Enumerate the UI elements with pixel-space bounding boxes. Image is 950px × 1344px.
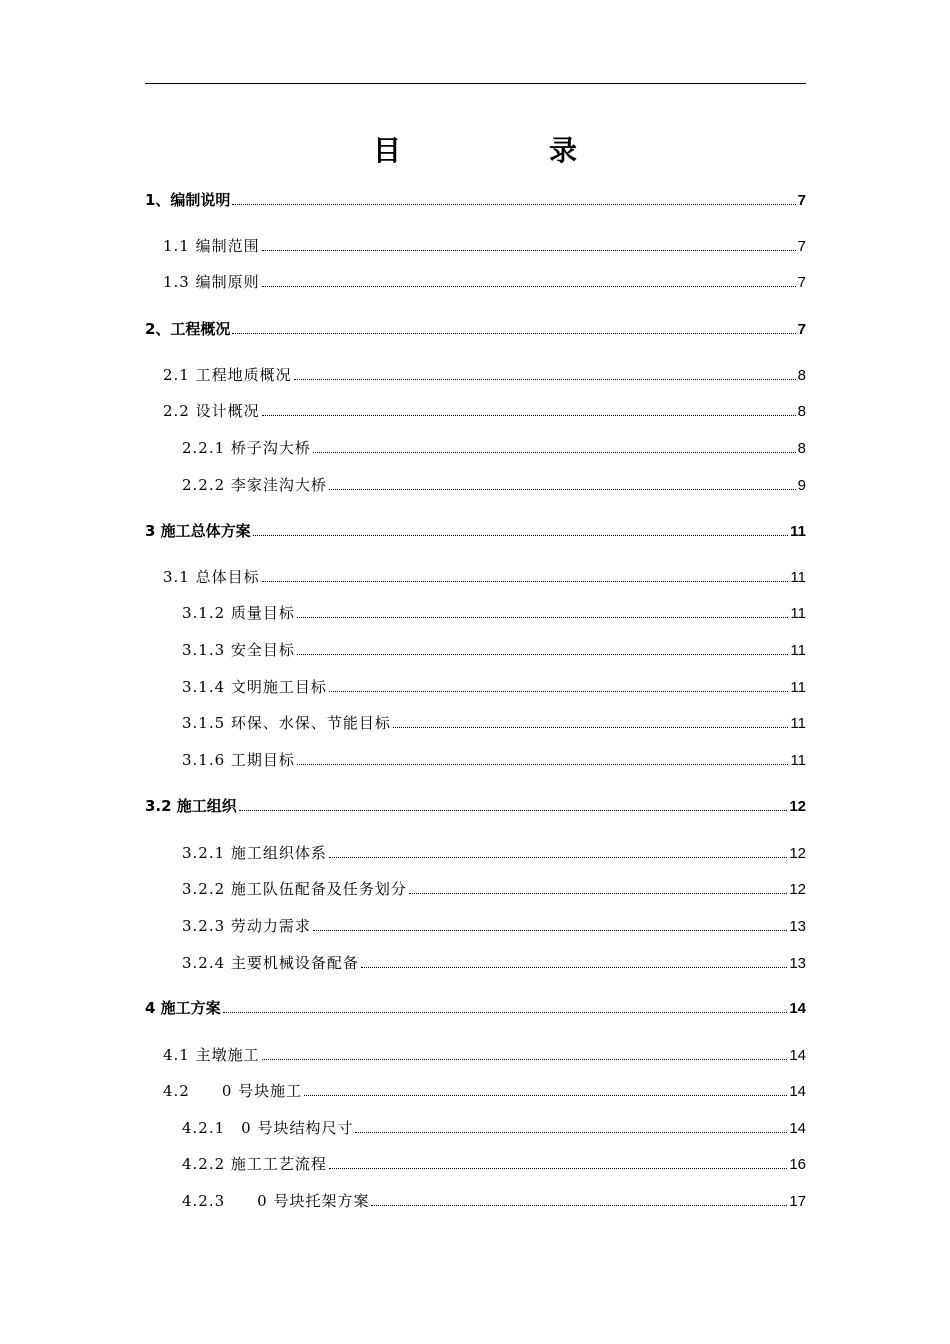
dot-leader bbox=[297, 764, 788, 765]
dot-leader bbox=[329, 489, 796, 490]
toc-entry-text: 2.2 设计概况 bbox=[163, 402, 260, 420]
dot-leader bbox=[329, 691, 788, 692]
dot-leader bbox=[313, 452, 796, 453]
toc-entry-text: 3.1.6 工期目标 bbox=[182, 751, 295, 769]
dot-leader bbox=[329, 1168, 787, 1169]
toc-entry-page: 12 bbox=[789, 881, 806, 898]
dot-leader bbox=[262, 250, 796, 251]
toc-entry-page: 11 bbox=[790, 642, 806, 659]
toc-entry[interactable] bbox=[145, 519, 806, 543]
toc-entry-page: 14 bbox=[789, 1120, 806, 1137]
toc-entry-text: 3.1.3 安全目标 bbox=[182, 641, 295, 659]
toc-entry-page: 7 bbox=[797, 238, 806, 255]
toc-entry-page: 11 bbox=[790, 523, 806, 540]
toc-entry-page: 12 bbox=[789, 798, 806, 815]
toc-entry-text: 1.3 编制原则 bbox=[163, 273, 260, 291]
dot-leader bbox=[232, 204, 795, 205]
dot-leader bbox=[409, 893, 787, 894]
toc-entry[interactable] bbox=[182, 436, 806, 460]
toc-entry-page: 7 bbox=[797, 192, 806, 209]
toc-entry-page: 11 bbox=[790, 752, 806, 769]
toc-entry-text: 4.2.2 施工工艺流程 bbox=[182, 1155, 327, 1173]
dot-leader bbox=[262, 581, 789, 582]
toc-entry[interactable] bbox=[163, 565, 806, 589]
toc-entry[interactable] bbox=[182, 1189, 806, 1213]
toc-entry-text: 3.1.2 质量目标 bbox=[182, 604, 295, 622]
toc-entry-page: 8 bbox=[797, 440, 806, 457]
toc-entry[interactable] bbox=[182, 675, 806, 699]
toc-title: 目 录 bbox=[372, 134, 637, 167]
dot-leader bbox=[393, 727, 788, 728]
toc-entry-text: 1、编制说明 bbox=[145, 191, 231, 209]
dot-leader bbox=[297, 617, 788, 618]
toc-entry-text: 2.2.2 李家洼沟大桥 bbox=[182, 476, 327, 494]
toc-entry[interactable] bbox=[182, 914, 806, 938]
dot-leader bbox=[355, 1132, 787, 1133]
toc-entry[interactable] bbox=[163, 234, 806, 258]
toc-entry-page: 11 bbox=[790, 569, 806, 586]
toc-entry-page: 14 bbox=[789, 1000, 806, 1017]
toc-entry-text: 2.2.1 桥子沟大桥 bbox=[182, 439, 311, 457]
toc-entry[interactable] bbox=[163, 1043, 806, 1067]
toc-entry-text: 3.1 总体目标 bbox=[163, 568, 260, 586]
dot-leader bbox=[239, 810, 788, 811]
toc-entry-text: 3 施工总体方案 bbox=[145, 522, 251, 540]
toc-entry[interactable] bbox=[182, 951, 806, 975]
toc-entry[interactable] bbox=[163, 270, 806, 294]
toc-entry-page: 11 bbox=[790, 679, 806, 696]
dot-leader bbox=[304, 1095, 787, 1096]
toc-entry-page: 7 bbox=[797, 321, 806, 338]
dot-leader bbox=[232, 333, 795, 334]
toc-entry-text: 3.2 施工组织 bbox=[145, 797, 237, 815]
toc-entry-page: 14 bbox=[789, 1083, 806, 1100]
dot-leader bbox=[223, 1012, 788, 1013]
toc-entry-text: 3.2.4 主要机械设备配备 bbox=[182, 954, 359, 972]
toc-entry-page: 12 bbox=[789, 845, 806, 862]
toc-entry-page: 16 bbox=[789, 1156, 806, 1173]
toc-entry-text: 2、工程概况 bbox=[145, 320, 231, 338]
toc-entry[interactable] bbox=[145, 188, 806, 212]
toc-entry-page: 11 bbox=[790, 715, 806, 732]
dot-leader bbox=[313, 930, 787, 931]
toc-entry-page: 8 bbox=[797, 367, 806, 384]
toc-entry-page: 9 bbox=[797, 477, 806, 494]
toc-entry[interactable] bbox=[145, 317, 806, 341]
toc-entry[interactable] bbox=[182, 841, 806, 865]
dot-leader bbox=[371, 1205, 787, 1206]
toc-entry-text: 4.2.3 0 号块托架方案 bbox=[182, 1192, 370, 1210]
toc-entry[interactable] bbox=[182, 748, 806, 772]
toc-entry[interactable] bbox=[145, 794, 806, 818]
toc-entry[interactable] bbox=[182, 877, 806, 901]
dot-leader bbox=[294, 379, 796, 380]
toc-entry[interactable] bbox=[163, 1079, 806, 1103]
toc-entry-text: 1.1 编制范围 bbox=[163, 237, 260, 255]
dot-leader bbox=[329, 857, 787, 858]
toc-entry-page: 13 bbox=[789, 955, 806, 972]
dot-leader bbox=[262, 1059, 788, 1060]
dot-leader bbox=[262, 415, 796, 416]
toc-entry[interactable] bbox=[182, 1152, 806, 1176]
toc-entry-page: 14 bbox=[789, 1047, 806, 1064]
toc-entry-text: 4.2 0 号块施工 bbox=[163, 1082, 303, 1100]
dot-leader bbox=[253, 535, 788, 536]
toc-entry-text: 4 施工方案 bbox=[145, 999, 221, 1017]
toc-entry-text: 3.2.3 劳动力需求 bbox=[182, 917, 311, 935]
toc-entry-text: 4.1 主墩施工 bbox=[163, 1046, 260, 1064]
toc-entry-page: 13 bbox=[789, 918, 806, 935]
toc-entry-text: 3.1.4 文明施工目标 bbox=[182, 678, 327, 696]
header-rule bbox=[145, 83, 806, 84]
dot-leader bbox=[361, 967, 787, 968]
toc-entry[interactable] bbox=[182, 638, 806, 662]
toc-entry-text: 3.1.5 环保、水保、节能目标 bbox=[182, 714, 391, 732]
toc-entry[interactable] bbox=[182, 711, 806, 735]
toc-entry[interactable] bbox=[145, 996, 806, 1020]
toc-entry-page: 17 bbox=[789, 1193, 806, 1210]
toc-entry[interactable] bbox=[163, 363, 806, 387]
toc-entry-page: 8 bbox=[797, 403, 806, 420]
dot-leader bbox=[297, 654, 788, 655]
toc-entry-text: 4.2.1 0 号块结构尺寸 bbox=[182, 1119, 354, 1137]
toc-entry[interactable] bbox=[163, 399, 806, 423]
dot-leader bbox=[262, 286, 796, 287]
toc-entry[interactable] bbox=[182, 1116, 806, 1140]
toc-entry[interactable] bbox=[182, 601, 806, 625]
toc-entry-text: 3.2.2 施工队伍配备及任务划分 bbox=[182, 880, 407, 898]
toc-entry-text: 3.2.1 施工组织体系 bbox=[182, 844, 327, 862]
toc-entry-page: 11 bbox=[790, 605, 806, 622]
toc-entry-text: 2.1 工程地质概况 bbox=[163, 366, 292, 384]
toc-entry[interactable] bbox=[182, 473, 806, 497]
toc-entry-page: 7 bbox=[797, 274, 806, 291]
